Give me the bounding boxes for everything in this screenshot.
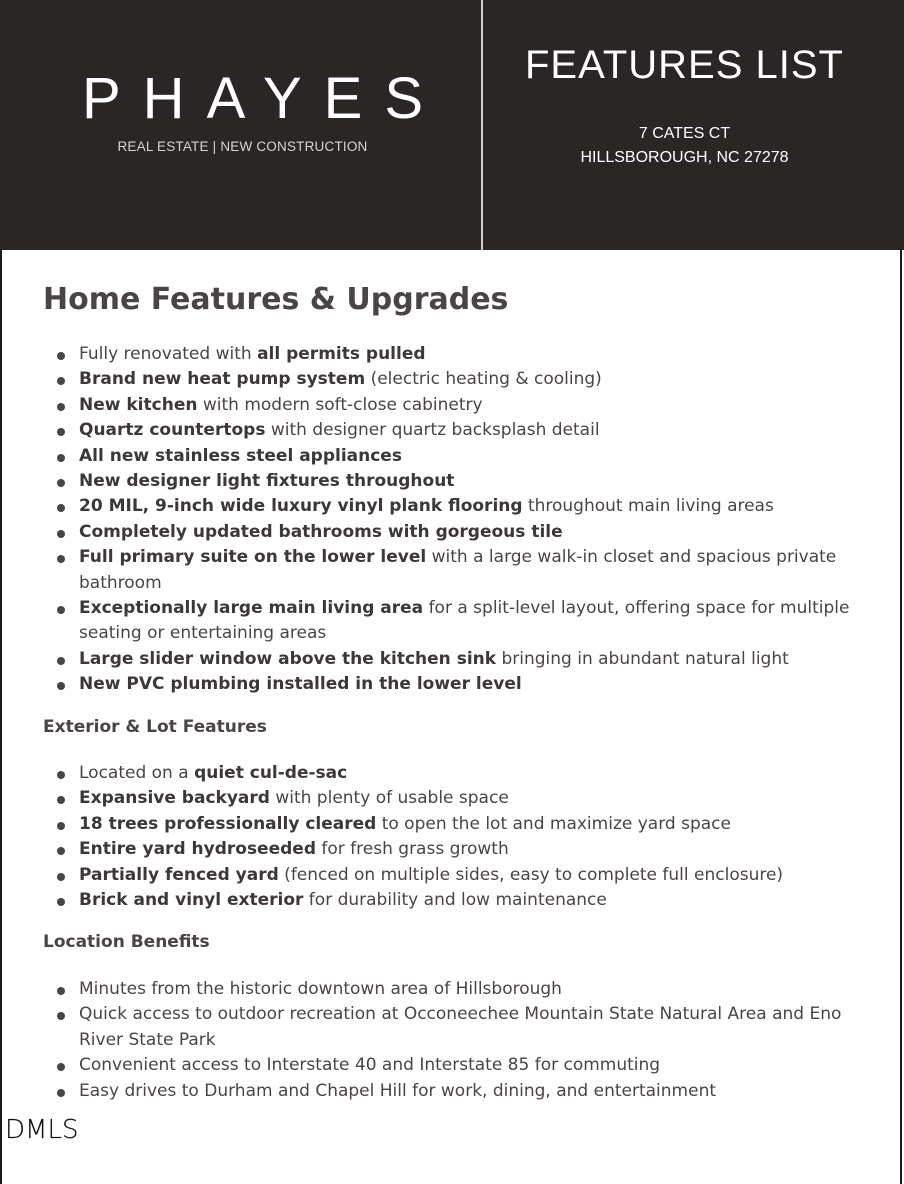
home-features-heading: Home Features & Upgrades: [43, 282, 509, 317]
list-item: [43, 786, 873, 811]
list-item-highlight: 18 trees professionally cleared: [79, 813, 377, 834]
list-item-highlight: New designer light fixtures throughout: [79, 471, 455, 492]
page-border-left: [0, 250, 2, 1184]
list-item: [43, 888, 873, 913]
location-benefits-list: [43, 977, 873, 1104]
list-item: [43, 367, 873, 392]
exterior-features-heading: Exterior & Lot Features: [43, 717, 267, 737]
list-item-highlight: Completely updated bathrooms with gorgeous tile: [79, 521, 563, 542]
list-item: [43, 418, 873, 443]
list-item-text: with modern soft-close cabinetry: [197, 394, 483, 415]
brand-name: PHAYES: [82, 66, 446, 131]
list-item-highlight: New kitchen: [79, 394, 198, 415]
list-item: [43, 494, 873, 519]
list-item-highlight: All new stainless steel appliances: [79, 445, 402, 466]
list-item: [43, 812, 873, 837]
list-item-highlight: Exceptionally large main living area: [79, 598, 424, 619]
list-item: [43, 863, 873, 888]
list-item-text: Located on a: [79, 763, 195, 783]
list-item: [43, 1002, 873, 1053]
brand-tagline: REAL ESTATE | NEW CONSTRUCTION: [117, 139, 368, 154]
address-city: HILLSBOROUGH, NC 27278: [580, 149, 789, 166]
list-item-highlight: Full primary suite on the lower level: [79, 547, 427, 568]
list-item-text: with plenty of usable space: [269, 788, 509, 809]
list-item-text: Minutes from the historic downtown area of Hillsborough: [79, 979, 562, 999]
list-item-text: Easy drives to Durham and Chapel Hill for work, dining, and entertainment: [79, 1080, 717, 1101]
list-item-highlight: quiet cul-de-sac: [194, 763, 348, 783]
list-item-highlight: Brand new heat pump system: [79, 369, 366, 390]
list-item-highlight: Large slider window above the kitchen sink: [79, 648, 497, 669]
list-item: [43, 837, 873, 862]
list-item-highlight: 20 MIL, 9-inch wide luxury vinyl plank flooring: [79, 496, 523, 517]
list-item-text: for fresh grass growth: [316, 839, 509, 860]
list-item-text: to open the lot and maximize yard space: [376, 813, 731, 834]
location-benefits-heading: Location Benefits: [43, 932, 210, 952]
list-item-highlight: Entire yard hydroseeded: [79, 839, 316, 860]
header-banner: [0, 0, 904, 250]
list-item-text: throughout main living areas: [522, 496, 774, 517]
list-item: [43, 1053, 873, 1078]
list-item: [43, 647, 873, 672]
list-item-text: with designer quartz backsplash detail: [265, 420, 600, 441]
dmls-watermark-logo: DMLS: [5, 1115, 79, 1145]
list-item: [43, 545, 873, 596]
list-item-text: for a split-level layout, offering space for multiple seating or entertaining areas: [79, 598, 850, 644]
list-item-text: bringing in abundant natural light: [496, 648, 789, 669]
list-item: [43, 761, 873, 786]
list-item-highlight: Quartz countertops: [79, 420, 266, 441]
list-item: [43, 1079, 873, 1104]
list-item: [43, 393, 873, 418]
document-title: FEATURES LIST: [525, 43, 844, 87]
list-item-text: Fully renovated with: [79, 344, 258, 364]
page-border-right: [900, 250, 902, 1184]
list-item-text: (electric heating & cooling): [365, 369, 602, 390]
list-item-text: with a large walk-in closet and spacious private bathroom: [79, 547, 837, 593]
list-item: [43, 596, 873, 647]
list-item: [43, 342, 873, 367]
list-item-text: Quick access to outdoor recreation at Occoneechee Mountain State Natural Area and Eno River State Park: [79, 1004, 842, 1050]
list-item: [43, 520, 873, 545]
list-item: [43, 469, 873, 494]
list-item-highlight: all permits pulled: [257, 344, 426, 364]
list-item: [43, 672, 873, 697]
home-features-list: [43, 342, 873, 698]
list-item: [43, 977, 873, 1002]
list-item-highlight: New PVC plumbing installed in the lower level: [79, 674, 522, 695]
exterior-features-list: [43, 761, 873, 913]
list-item-highlight: Expansive backyard: [79, 788, 270, 809]
property-address: [457, 122, 904, 170]
list-item: [43, 444, 873, 469]
list-item-highlight: Partially fenced yard: [79, 864, 279, 885]
list-item-text: (fenced on multiple sides, easy to complete full enclosure): [278, 864, 784, 885]
address-street: 7 CATES CT: [638, 125, 731, 142]
list-item-highlight: Brick and vinyl exterior: [79, 890, 304, 911]
list-item-text: for durability and low maintenance: [303, 890, 607, 911]
list-item-text: Convenient access to Interstate 40 and Interstate 85 for commuting: [79, 1055, 661, 1076]
